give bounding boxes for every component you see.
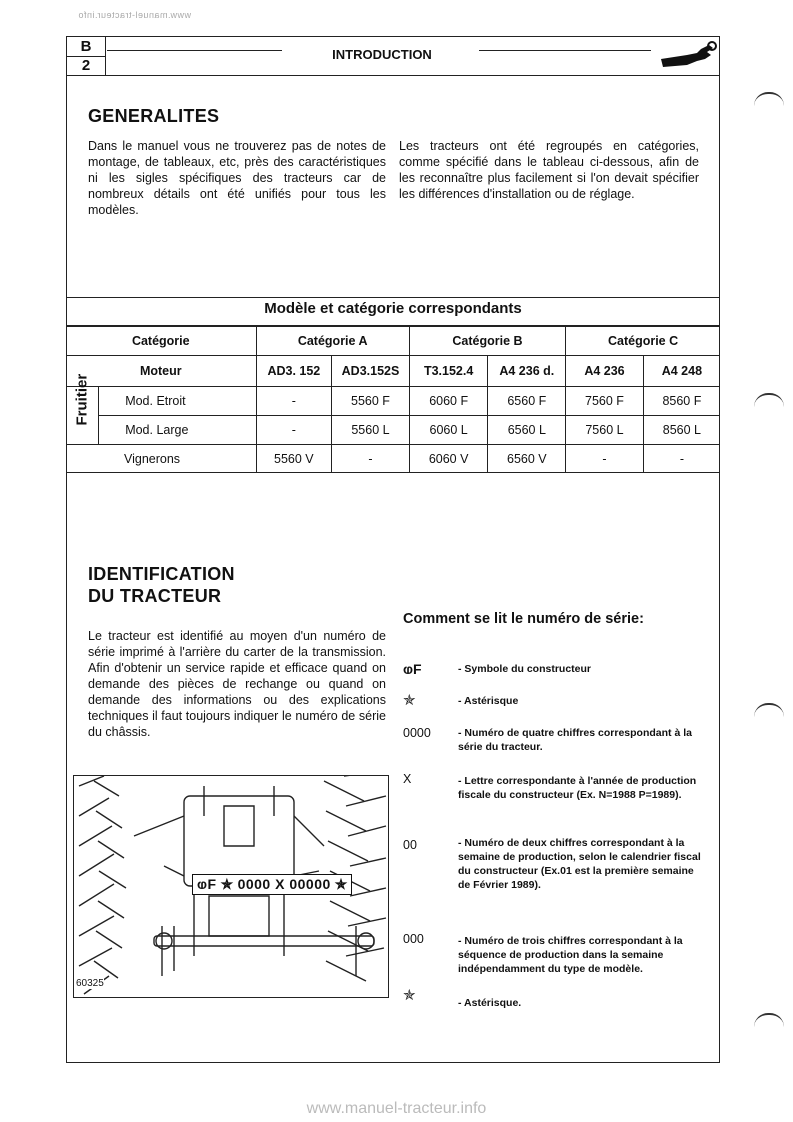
serial-desc: - Numéro de trois chiffres correspondant à la séquence de production dans la semaine indépendamment du type de modèle. bbox=[458, 935, 683, 975]
table-cell: 7560 L bbox=[566, 416, 644, 445]
row-label: Vignerons bbox=[66, 445, 256, 474]
row-label: Mod. Etroit bbox=[99, 387, 256, 416]
serial-desc: - Astérisque. bbox=[458, 997, 522, 1009]
table-row bbox=[66, 387, 720, 416]
binder-hole-mark bbox=[754, 1013, 784, 1029]
moteur-label: Moteur bbox=[66, 356, 256, 387]
binder-hole-mark bbox=[754, 92, 784, 108]
serial-plate: ⱷF ✯ 0000 X 00000 ✯ bbox=[192, 874, 352, 895]
model-category-table bbox=[66, 326, 720, 473]
page-header bbox=[66, 36, 720, 76]
table-cell: 6060 F bbox=[409, 387, 488, 416]
serial-desc: - Numéro de quatre chiffres correspondant à la série du tracteur. bbox=[458, 727, 692, 753]
watermark-top: www.manuel-tracteur.info bbox=[78, 10, 192, 20]
serial-title: Comment se lit le numéro de série: bbox=[403, 611, 644, 627]
table-cell: 8560 F bbox=[643, 387, 720, 416]
fruitier-group-label: Fruitier bbox=[66, 387, 99, 445]
binder-hole-mark bbox=[754, 703, 784, 719]
engine-cell: AD3.152S bbox=[332, 356, 410, 387]
table-cell: 7560 F bbox=[566, 387, 644, 416]
table-cell: - bbox=[332, 445, 410, 474]
asterisk-icon: ✯ bbox=[403, 692, 416, 709]
serial-code: 00 bbox=[403, 838, 417, 852]
table-cell: - bbox=[256, 416, 332, 445]
constructor-symbol-icon: ⱷF bbox=[403, 661, 422, 677]
table-cell: 6560 V bbox=[488, 445, 566, 474]
serial-code: 000 bbox=[403, 932, 424, 946]
serial-desc: - Symbole du constructeur bbox=[458, 663, 592, 675]
category-b: Catégorie B bbox=[409, 327, 565, 356]
table-cell: 6560 F bbox=[488, 387, 566, 416]
table-row bbox=[66, 445, 720, 474]
table-cell: - bbox=[643, 445, 720, 474]
engine-cell: A4 236 bbox=[566, 356, 644, 387]
table-cell: - bbox=[256, 387, 332, 416]
table-cell: 6560 L bbox=[488, 416, 566, 445]
serial-code: 0000 bbox=[403, 726, 431, 740]
serial-plate-figure bbox=[73, 775, 389, 998]
section-letter: B bbox=[67, 37, 105, 57]
table-row bbox=[66, 416, 720, 445]
table-cell: 5560 V bbox=[256, 445, 332, 474]
table-cell: - bbox=[566, 445, 644, 474]
figure-number: 60325 bbox=[76, 978, 104, 989]
serial-desc: - Astérisque bbox=[458, 695, 519, 707]
table-cell: 5560 F bbox=[332, 387, 410, 416]
identification-body: Le tracteur est identifié au moyen d'un numéro de série imprimé à l'arrière du carter de la transmission. Afin d'obtenir un service rapide et efficace quand on demande des pièces de rechange ou quand on demande des informations ou des explications techniques il faut toujours indiquer le numéro de série du châssis. bbox=[88, 629, 386, 739]
engine-cell: A4 236 d. bbox=[488, 356, 566, 387]
engine-cell: A4 248 bbox=[643, 356, 720, 387]
footer-watermark: www.manuel-tracteur.info bbox=[306, 1100, 487, 1117]
engine-cell: AD3. 152 bbox=[256, 356, 332, 387]
row-label: Mod. Large bbox=[99, 416, 256, 445]
table-cell: 6060 L bbox=[409, 416, 488, 445]
wrench-hand-icon bbox=[657, 37, 719, 75]
engine-cell: T3.152.4 bbox=[409, 356, 488, 387]
generalites-col1: Dans le manuel vous ne trouverez pas de notes de montage, de tableaux, etc, près des caractéristiques ni les sigles spécifiques des tracteurs car de nombreux détails ont été unifiés pour tous les modèles. bbox=[88, 139, 386, 217]
category-c: Catégorie C bbox=[566, 327, 720, 356]
serial-desc: - Numéro de deux chiffres correspondant à la semaine de production, selon le calendrier fiscal du constructeur (Ex.01 est la première semaine de Février 1989). bbox=[458, 837, 701, 891]
table-cell: 6060 V bbox=[409, 445, 488, 474]
header-title: INTRODUCTION bbox=[332, 47, 432, 62]
page-number: 2 bbox=[81, 57, 91, 74]
table-cell: 5560 L bbox=[332, 416, 410, 445]
table-cell: 8560 L bbox=[643, 416, 720, 445]
asterisk-icon: ✯ bbox=[403, 987, 416, 1004]
identification-title: IDENTIFICATION DU TRACTEUR bbox=[88, 564, 235, 606]
serial-code: X bbox=[403, 772, 412, 786]
serial-desc: - Lettre correspondante à l'année de production fiscale du constructeur (Ex. N=1988 P=1989). bbox=[458, 775, 697, 801]
category-header-label: Catégorie bbox=[66, 327, 256, 356]
category-a: Catégorie A bbox=[256, 327, 409, 356]
generalites-title: GENERALITES bbox=[88, 106, 220, 126]
binder-hole-mark bbox=[754, 393, 784, 409]
table-title: Modèle et catégorie correspondants bbox=[264, 300, 522, 317]
generalites-col2: Les tracteurs ont été regroupés en catégories, comme spécifié dans le tableau ci-dessous, afin de les reconnaître plus facilement si l'on devait spécifier les différences d'installation ou de réglage. bbox=[399, 139, 699, 201]
